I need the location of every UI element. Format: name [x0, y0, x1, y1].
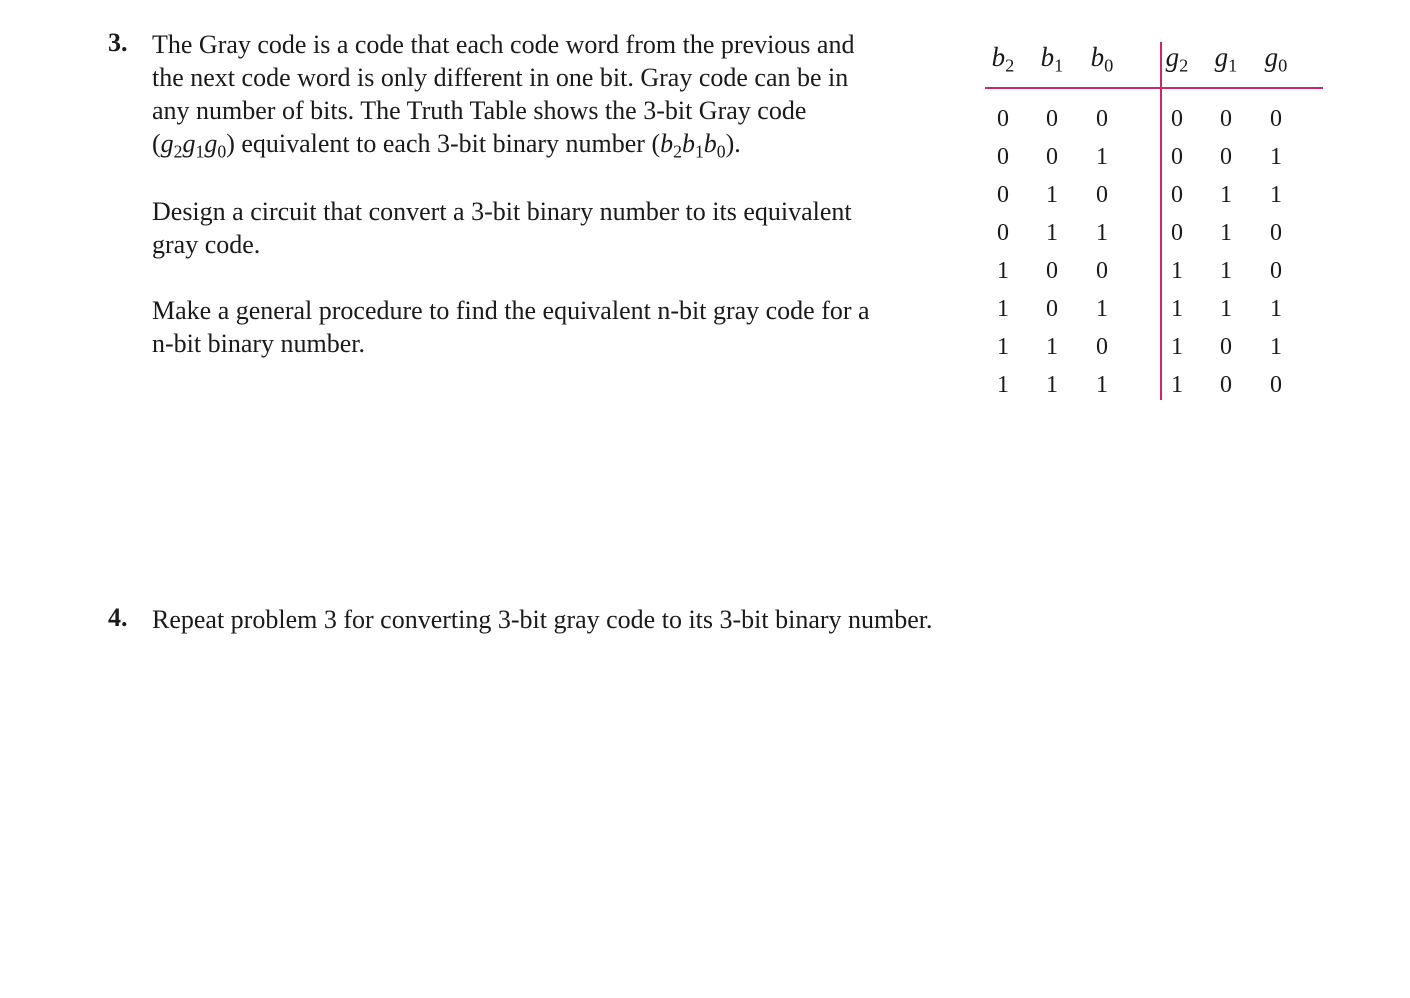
- header-letter: g: [1165, 42, 1180, 72]
- table-cell: 0: [1270, 220, 1282, 246]
- header-subscript: 0: [1104, 55, 1114, 76]
- var-b: b: [703, 129, 717, 158]
- sub-2: 2: [673, 141, 682, 162]
- header-letter: b: [1090, 42, 1105, 72]
- truth-table-header: [1082, 42, 1122, 76]
- table-row: [985, 176, 1323, 214]
- table-cell: 0: [1220, 372, 1232, 398]
- table-cell: 1: [1220, 182, 1232, 208]
- table-cell: 1: [1046, 334, 1058, 360]
- header-letter: g: [1264, 42, 1279, 72]
- truth-table-header: [983, 42, 1023, 76]
- sub-1: 1: [195, 141, 205, 162]
- problem-4-line: Repeat problem 3 for converting 3-bit gray code to its 3-bit binary number.: [152, 605, 933, 634]
- table-cell: 0: [1171, 106, 1183, 132]
- var-g: g: [204, 129, 218, 158]
- table-cell: 1: [1171, 372, 1183, 398]
- table-cell: 1: [1220, 220, 1232, 246]
- table-cell: 0: [1096, 258, 1108, 284]
- table-cell: 0: [997, 144, 1009, 170]
- var-b: b: [660, 129, 674, 158]
- table-cell: 0: [1096, 182, 1108, 208]
- problem-3-intro: [152, 28, 854, 160]
- table-cell: 1: [1270, 296, 1282, 322]
- table-cell: 0: [1171, 144, 1183, 170]
- table-cell: 0: [1096, 334, 1108, 360]
- table-cell: 1: [1171, 334, 1183, 360]
- table-cell: 1: [1270, 182, 1282, 208]
- table-cell: 0: [1220, 106, 1232, 132]
- header-letter: g: [1214, 42, 1229, 72]
- table-cell: 1: [1171, 258, 1183, 284]
- table-cell: 0: [997, 220, 1009, 246]
- problem-3-intro-line-math: [152, 127, 854, 160]
- problem-3-design-line: Design a circuit that convert a 3-bit binary number to its equivalent: [152, 197, 852, 226]
- truth-table: [985, 38, 1323, 400]
- table-cell: 1: [997, 296, 1009, 322]
- var-g: g: [160, 129, 174, 158]
- problem-3-intro-line: any number of bits. The Truth Table shows the 3-bit Gray code: [152, 96, 807, 125]
- sub-0: 0: [716, 141, 726, 162]
- table-cell: 0: [1270, 372, 1282, 398]
- problem-3-design-line: gray code.: [152, 230, 261, 259]
- table-cell: 0: [1171, 182, 1183, 208]
- table-cell: 0: [1046, 296, 1058, 322]
- header-subscript: 0: [1278, 55, 1288, 76]
- intro-mid-text: ) equivalent to each 3-bit binary number (: [226, 129, 661, 158]
- var-g: g: [182, 129, 196, 158]
- table-cell: 0: [1171, 220, 1183, 246]
- problem-3-intro-line: The Gray code is a code that each code word from the previous and: [152, 30, 855, 59]
- table-cell: 1: [1220, 258, 1232, 284]
- truth-table-header: [1206, 42, 1246, 76]
- table-cell: 1: [1220, 296, 1232, 322]
- table-cell: 0: [1046, 258, 1058, 284]
- table-cell: 1: [1046, 220, 1058, 246]
- problem-4-text: [152, 603, 933, 636]
- table-row: [985, 328, 1323, 366]
- table-cell: 0: [1046, 106, 1058, 132]
- table-cell: 1: [1270, 144, 1282, 170]
- problem-4-number: 4.: [108, 603, 128, 632]
- table-cell: 1: [1171, 296, 1183, 322]
- table-row: [985, 290, 1323, 328]
- problem-3-number: 3.: [108, 28, 128, 57]
- table-row: [985, 100, 1323, 138]
- header-subscript: 1: [1054, 55, 1064, 76]
- paren-open: (: [152, 129, 161, 158]
- header-letter: b: [991, 42, 1006, 72]
- table-cell: 0: [1220, 334, 1232, 360]
- var-b: b: [681, 129, 695, 158]
- table-cell: 1: [997, 372, 1009, 398]
- problem-3-design: [152, 195, 852, 261]
- truth-table-header: [1157, 42, 1197, 76]
- table-cell: 0: [997, 106, 1009, 132]
- problem-3-general: [152, 294, 870, 360]
- table-cell: 1: [1046, 182, 1058, 208]
- truth-table-header: [1256, 42, 1296, 76]
- table-cell: 1: [1096, 372, 1108, 398]
- table-cell: 0: [1096, 106, 1108, 132]
- header-subscript: 2: [1179, 55, 1189, 76]
- header-divider: [985, 87, 1323, 89]
- table-cell: 1: [1096, 220, 1108, 246]
- table-row: [985, 138, 1323, 176]
- table-cell: 0: [1220, 144, 1232, 170]
- table-cell: 0: [1270, 258, 1282, 284]
- table-cell: 1: [1096, 296, 1108, 322]
- sub-0: 0: [217, 141, 227, 162]
- sub-2: 2: [173, 141, 183, 162]
- table-cell: 0: [997, 182, 1009, 208]
- table-cell: 1: [997, 334, 1009, 360]
- truth-table-header: [1032, 42, 1072, 76]
- problem-3-intro-line: the next code word is only different in one bit. Gray code can be in: [152, 63, 849, 92]
- problem-3-general-line: n-bit binary number.: [152, 329, 366, 358]
- header-letter: b: [1040, 42, 1055, 72]
- problem-3-general-line: Make a general procedure to find the equivalent n-bit gray code for a: [152, 296, 870, 325]
- header-subscript: 1: [1228, 55, 1238, 76]
- table-row: [985, 252, 1323, 290]
- header-subscript: 2: [1005, 55, 1015, 76]
- table-cell: 1: [1046, 372, 1058, 398]
- table-cell: 0: [1046, 144, 1058, 170]
- table-row: [985, 366, 1323, 404]
- sub-1: 1: [694, 141, 704, 162]
- table-cell: 1: [997, 258, 1009, 284]
- table-cell: 1: [1270, 334, 1282, 360]
- table-cell: 1: [1096, 144, 1108, 170]
- table-row: [985, 214, 1323, 252]
- paren-close: ).: [725, 129, 741, 158]
- table-cell: 0: [1270, 106, 1282, 132]
